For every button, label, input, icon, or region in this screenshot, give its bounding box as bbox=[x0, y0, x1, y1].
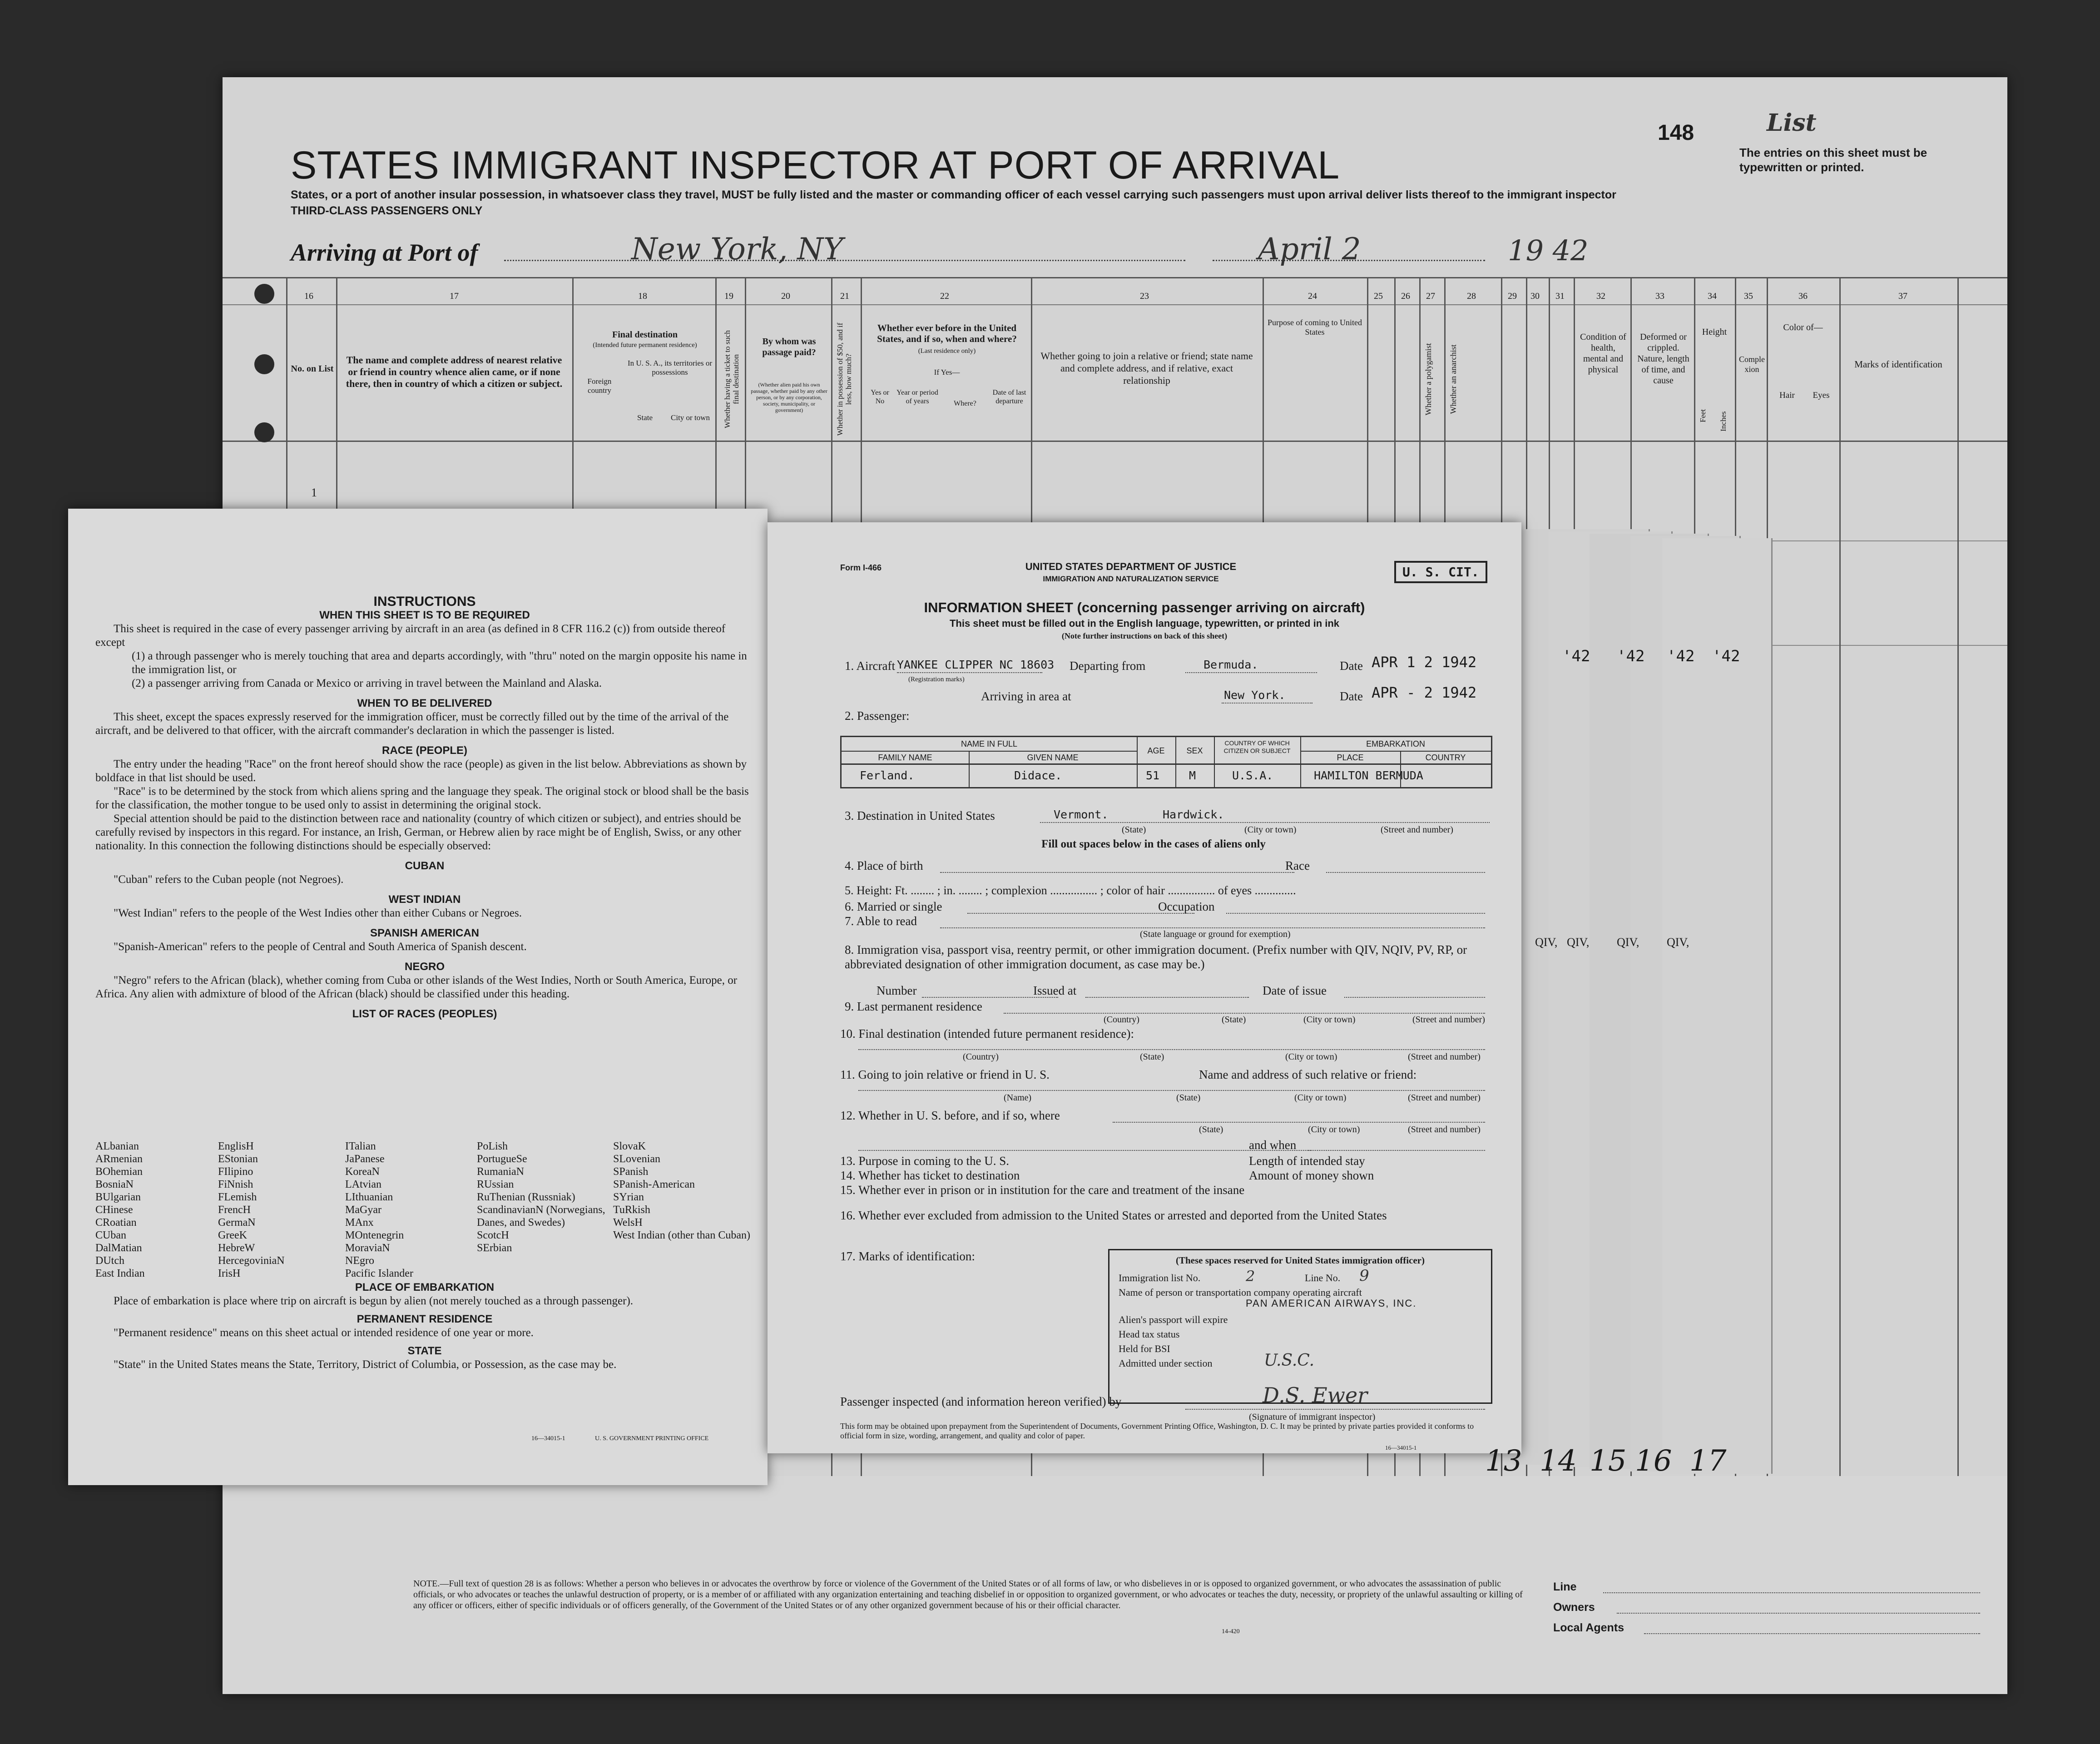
city-note: (City or town) bbox=[1308, 1125, 1360, 1135]
col-num: 37 bbox=[1898, 291, 1907, 301]
footer-note: This form may be obtained upon prepayment from the Superintendent of Documents, Government Printing Office, Washington, D. C. It may be printed by private parties provided it conforms to official form in size, wording, arrangement, and quality and color of paper. bbox=[840, 1422, 1474, 1440]
col-label: Whether in possession of $50, and if less, how much? bbox=[836, 322, 853, 436]
arriving-port: New York, NY bbox=[631, 232, 843, 267]
sheet-tab-number: 15 bbox=[1590, 1444, 1627, 1478]
col-num: 34 bbox=[1708, 291, 1717, 301]
punch-hole bbox=[254, 284, 274, 304]
city-note: (City or town) bbox=[1303, 1015, 1356, 1025]
passenger-family-name: Ferland. bbox=[860, 769, 915, 782]
street-note: (Street and number) bbox=[1408, 1052, 1481, 1062]
admitted-label: Admitted under section bbox=[1119, 1358, 1213, 1369]
q14-label: 14. Whether has ticket to destination bbox=[840, 1169, 1020, 1182]
inspector-signature: D.S. Ewer bbox=[1263, 1383, 1368, 1407]
sheet-tab-number: 17 bbox=[1689, 1444, 1727, 1478]
departing-label: Departing from bbox=[1070, 659, 1146, 673]
officer-reserved-box bbox=[1108, 1249, 1492, 1404]
race-list-column: SlovaK SLovenian SPanish SPanish-American SYrian TuRkish WelsH West Indian (other than Cuban) bbox=[613, 1140, 750, 1241]
reserved-title: (These spaces reserved for United States immigration officer) bbox=[1175, 1255, 1425, 1266]
state-note: (State) bbox=[1199, 1125, 1223, 1135]
col-sublabel: If Yes— bbox=[934, 368, 960, 377]
section-text: "Race" is to be determined by the stock from which aliens spring and the language they speak. The original stock or blood shall be the basis for the classification, the mother tongue to be used only to assist in determining the original stock. bbox=[95, 785, 749, 811]
section-text: This sheet, except the spaces expressly reserved for the immigration officer, must be correctly filled out by the time of the arrival of the aircraft, and be delivered to that officer, with the aircraft commander's declaration in which the passenger is listed. bbox=[95, 711, 729, 737]
date-label: Date bbox=[1340, 689, 1363, 703]
col-label: Height bbox=[1702, 327, 1727, 337]
instructions-sheet bbox=[68, 509, 768, 1485]
signature-note: (Signature of immigrant inspector) bbox=[1249, 1412, 1376, 1422]
sheet-tab-number: 16 bbox=[1635, 1444, 1672, 1478]
col-num: 26 bbox=[1401, 291, 1410, 301]
section-text: "Negro" refers to the African (black), whether coming from Cuba or other islands of the West Indies, North or South America, Europe, or Africa. Any alien with admixture of blood of the African (black) should be classified under this heading. bbox=[95, 974, 738, 1000]
th-citizen: COUNTRY OF WHICH CITIZEN OR SUBJECT bbox=[1223, 739, 1291, 754]
when-label: and when bbox=[1249, 1138, 1297, 1152]
col-num: 36 bbox=[1798, 291, 1808, 301]
passenger-embarkation: HAMILTON BERMUDA bbox=[1314, 769, 1423, 782]
col-label: Complexion bbox=[1739, 355, 1765, 374]
country-note: (Country) bbox=[1104, 1015, 1139, 1025]
col-label: Whether ever before in the United States, and if so, when and where? bbox=[877, 322, 1017, 344]
stacked-date: '42 bbox=[1617, 647, 1645, 665]
col-num: 17 bbox=[450, 291, 459, 301]
col-label: The name and complete address of nearest relative or friend in country whence alien came, or if none there, then in country of which a citizen or subject. bbox=[346, 354, 563, 389]
section-text: (1) a through passenger who is merely touching that area and departs accordingly, with "thru" noted on the margin opposite his name in the immigration list, or bbox=[132, 650, 747, 676]
arriving-label: Arriving at Port of bbox=[291, 239, 478, 266]
section-text: "Permanent residence" means on this sheet actual or intended residence of one year or more. bbox=[114, 1327, 534, 1339]
col-num: 30 bbox=[1530, 291, 1540, 301]
col-sublabel: (Last residence only) bbox=[918, 347, 976, 355]
col-num: 19 bbox=[724, 291, 733, 301]
passenger-sex: M bbox=[1189, 769, 1196, 782]
col-sublabel: City or town bbox=[671, 413, 710, 422]
col-sublabel: (Whether alien paid his own passage, whether paid by any other person, or by any corporation, society, municipality, or government) bbox=[751, 382, 827, 413]
th-given-name: GIVEN NAME bbox=[1027, 753, 1079, 762]
passenger-table bbox=[840, 736, 1492, 788]
manifest-subtitle: States, or a port of another insular possession, in whatsoever class they travel, MUST be fully listed and the master or commanding officer of each vessel carrying such passengers must upon arrival deliver lists thereof to the immigrant inspector bbox=[291, 188, 1616, 201]
bsi-label: Held for BSI bbox=[1119, 1343, 1170, 1354]
q12-label: 12. Whether in U. S. before, and if so, where bbox=[840, 1109, 1060, 1122]
col-label: Whether an anarchist bbox=[1449, 344, 1458, 414]
q6-label: 6. Married or single bbox=[845, 900, 942, 913]
question-28-note: NOTE.—Full text of question 28 is as follows: Whether a person who believes in or advocates the overthrow by force or violence of the Government of the United States or of all forms of law, or who disbelieves in or is opposed to organized government, or who advocates the assassination of public officials, or who advocates or teaches the unlawful destruction of property, or is a member of or affiliated with any organization entertaining and teaching disbelief in or opposition to organized government, or who advocates or teaches the duty, necessity, or propriety of the unlawful assaulting or killing of any officer or officers, either of specific individuals or of officers generally, of the Government of the United States or of any other organized government because of his or their official character. bbox=[413, 1579, 1523, 1610]
col-sublabel: State bbox=[637, 413, 653, 422]
q3-label: 3. Destination in United States bbox=[845, 809, 995, 822]
number-label: Number bbox=[877, 984, 917, 997]
state-note: (State) bbox=[1222, 1015, 1246, 1025]
occupation-label: Occupation bbox=[1158, 900, 1215, 913]
col-sublabel: (Intended future permanent residence) bbox=[593, 342, 697, 349]
section-text: The entry under the heading "Race" on the front hereof should show the race (people) as given in the list below. Abbreviations as shown by boldface in that list should be used. bbox=[95, 758, 747, 784]
street-note: (Street and number) bbox=[1408, 1125, 1481, 1135]
list-no-label: Immigration list No. bbox=[1119, 1272, 1201, 1283]
col-num: 18 bbox=[638, 291, 647, 301]
race-label: Race bbox=[1285, 859, 1310, 872]
footer-code: 16—34015-1 bbox=[1385, 1444, 1417, 1451]
th-age: AGE bbox=[1147, 746, 1165, 755]
q13-label: 13. Purpose in coming to the U. S. bbox=[840, 1154, 1009, 1168]
col-sublabel: Year or period of years bbox=[896, 389, 938, 405]
q15-label: 15. Whether ever in prison or in institution for the care and treatment of the insane bbox=[840, 1183, 1245, 1197]
depart-date: APR 1 2 1942 bbox=[1372, 654, 1477, 671]
state-note: (State) bbox=[1140, 1052, 1164, 1062]
q7-note: (State language or ground for exemption) bbox=[1140, 929, 1291, 939]
col-label: By whom was passage paid? bbox=[762, 337, 816, 357]
city-note: (City or town) bbox=[1294, 1093, 1347, 1103]
form-code: 14-420 bbox=[1222, 1628, 1240, 1635]
table-rule bbox=[223, 441, 2007, 442]
col-num: 29 bbox=[1508, 291, 1517, 301]
table-rule bbox=[223, 277, 2007, 278]
section-heading: WHEN THIS SHEET IS TO BE REQUIRED bbox=[319, 609, 530, 621]
money-label: Amount of money shown bbox=[1249, 1169, 1374, 1182]
inspected-label: Passenger inspected (and information hereon verified) by bbox=[840, 1395, 1122, 1408]
passenger-age: 51 bbox=[1146, 769, 1160, 782]
th-embarkation: EMBARKATION bbox=[1366, 739, 1425, 748]
list-label: List bbox=[1767, 109, 1817, 137]
section-text: "State" in the United States means the State, Territory, District of Columbia, or Possession, as the case may be. bbox=[114, 1358, 617, 1371]
section-heading: PLACE OF EMBARKATION bbox=[355, 1281, 495, 1293]
q16-label: 16. Whether ever excluded from admission to the United States or arrested and deported from the United States bbox=[840, 1209, 1387, 1222]
col-sublabel: Yes or No bbox=[871, 389, 889, 405]
section-heading: SPANISH AMERICAN bbox=[370, 927, 479, 939]
col-sublabel: Hair bbox=[1779, 391, 1795, 400]
carrier-value: PAN AMERICAN AIRWAYS, INC. bbox=[1246, 1298, 1417, 1309]
information-sheet bbox=[768, 522, 1521, 1453]
col-label: Final destination bbox=[612, 330, 678, 340]
service: IMMIGRATION AND NATURALIZATION SERVICE bbox=[1043, 575, 1219, 583]
section-heading: STATE bbox=[407, 1345, 442, 1357]
punch-hole bbox=[254, 422, 274, 442]
col-label: Purpose of coming to United States bbox=[1268, 318, 1362, 337]
dest-city: Hardwick. bbox=[1163, 808, 1224, 821]
stacked-date: '42 bbox=[1667, 647, 1695, 665]
section-heading: LIST OF RACES (PEOPLES) bbox=[352, 1008, 497, 1020]
col-num: 31 bbox=[1555, 291, 1565, 301]
th-name-in-full: NAME IN FULL bbox=[961, 739, 1018, 748]
section-heading: NEGRO bbox=[404, 961, 445, 973]
q8-label: 8. Immigration visa, passport visa, reentry permit, or other immigration document. (Prefix number with QIV, NQIV, PV, RP, or abbreviated designation of other immigration document, as case may be.) bbox=[845, 943, 1467, 971]
print-code: 16—34015-1 bbox=[531, 1435, 565, 1442]
name-note: (Name) bbox=[1004, 1093, 1032, 1103]
section-heading: WHEN TO BE DELIVERED bbox=[357, 697, 492, 709]
arriving-value: New York. bbox=[1224, 689, 1286, 702]
q17-label: 17. Marks of identification: bbox=[840, 1249, 975, 1263]
country-note: (Country) bbox=[963, 1052, 999, 1062]
list-no-value: 2 bbox=[1246, 1268, 1255, 1285]
line-no-label: Line No. bbox=[1305, 1272, 1341, 1283]
line-no-value: 9 bbox=[1359, 1267, 1369, 1285]
passenger-citizen: U.S.A. bbox=[1232, 769, 1273, 782]
col-label: Deformed or crippled. Nature, length of time, and cause bbox=[1637, 332, 1689, 386]
q5-label: 5. Height: Ft. ........ ; in. ........ ; complexion ................ ; color of hair ................ of eyes .............. bbox=[845, 884, 1296, 897]
stacked-sheet bbox=[1662, 538, 1773, 1474]
page-number: 148 bbox=[1658, 121, 1694, 145]
printer: U. S. GOVERNMENT PRINTING OFFICE bbox=[595, 1435, 709, 1442]
department: UNITED STATES DEPARTMENT OF JUSTICE bbox=[1025, 561, 1237, 572]
arriving-port-line bbox=[504, 260, 1185, 261]
col-num: 22 bbox=[940, 291, 949, 301]
stacked-visa: QIV, bbox=[1667, 936, 1689, 949]
stacked-visa: QIV, bbox=[1617, 936, 1639, 949]
th-family-name: FAMILY NAME bbox=[878, 753, 932, 762]
col-label: No. on List bbox=[291, 364, 334, 374]
col-sublabel: Where? bbox=[954, 400, 976, 407]
street-note: (Street and number) bbox=[1381, 825, 1453, 835]
q4-label: 4. Place of birth bbox=[845, 859, 923, 872]
stacked-date: '42 bbox=[1562, 647, 1590, 665]
col-label: Whether a polygamist bbox=[1424, 343, 1433, 416]
section-text: Special attention should be paid to the distinction between race and nationality (country of which citizen or subject), and entries should be carefully revised by inspectors in this regard. For instance, an Irish, German, or Hebrew alien by race might be of English, Swiss, or any other nationality. In this connection the following distinctions should be especially observed: bbox=[95, 813, 741, 852]
col-num: 16 bbox=[304, 291, 313, 301]
street-note: (Street and number) bbox=[1412, 1015, 1485, 1025]
col-num: 33 bbox=[1655, 291, 1664, 301]
form-number: Form I-466 bbox=[840, 563, 882, 572]
section-text: "Spanish-American" refers to the people of Central and South America of Spanish descent. bbox=[114, 941, 527, 953]
col-num: 32 bbox=[1596, 291, 1605, 301]
stay-label: Length of intended stay bbox=[1249, 1154, 1365, 1168]
sheet-title: INFORMATION SHEET (concerning passenger arriving on aircraft) bbox=[924, 600, 1365, 615]
arriving-year: 19 42 bbox=[1508, 234, 1589, 267]
alien-header: Fill out spaces below in the cases of aliens only bbox=[1041, 838, 1266, 850]
q10-label: 10. Final destination (intended future permanent residence): bbox=[840, 1027, 1134, 1040]
issued-label: Issued at bbox=[1033, 984, 1077, 997]
carrier-label: Name of person or transportation company operating aircraft bbox=[1119, 1287, 1362, 1298]
col-label: Whether going to join a relative or friend; state name and complete address, and if relative, exact relationship bbox=[1040, 350, 1253, 386]
arrive-date: APR - 2 1942 bbox=[1372, 684, 1477, 701]
sheet-subtitle: This sheet must be filled out in the English language, typewritten, or printed in ink bbox=[949, 618, 1340, 629]
race-list-column: ALbanian ARmenian BOhemian BosniaN BUlgarian CHinese CRoatian CUban DalMatian DUtch East Indian bbox=[95, 1140, 145, 1279]
q11-name-label: Name and address of such relative or friend: bbox=[1199, 1068, 1417, 1081]
section-heading: CUBAN bbox=[405, 860, 445, 872]
col-sublabel: Eyes bbox=[1813, 391, 1830, 400]
section-text: This sheet is required in the case of every passenger arriving by aircraft in an area (as defined in 8 CFR 116.2 (c)) from outside thereof except bbox=[95, 623, 726, 649]
departing-value: Bermuda. bbox=[1204, 658, 1258, 671]
city-note: (City or town) bbox=[1285, 1052, 1337, 1062]
table-rule bbox=[223, 304, 2007, 305]
date-label: Date bbox=[1340, 659, 1363, 673]
section-heading: WEST INDIAN bbox=[388, 893, 461, 906]
col-sublabel: Date of last departure bbox=[992, 389, 1026, 405]
stacked-date: '42 bbox=[1712, 647, 1740, 665]
col-label: Color of— bbox=[1783, 322, 1823, 332]
col-sublabel: Feet bbox=[1699, 409, 1707, 422]
q9-label: 9. Last permanent residence bbox=[845, 1000, 982, 1013]
city-note: (City or town) bbox=[1244, 825, 1297, 835]
passenger-given-name: Didace. bbox=[1014, 769, 1062, 782]
state-note: (State) bbox=[1176, 1093, 1201, 1103]
col-label: Marks of identification bbox=[1854, 359, 1942, 370]
entries-note: The entries on this sheet must be typewritten or printed. bbox=[1739, 146, 1927, 174]
col-num: 24 bbox=[1308, 291, 1317, 301]
col-num: 20 bbox=[781, 291, 790, 301]
headtax-label: Head tax status bbox=[1119, 1328, 1180, 1340]
punch-hole bbox=[254, 354, 274, 374]
registration-note: (Registration marks) bbox=[908, 676, 965, 683]
section-text: (2) a passenger arriving from Canada or Mexico or arriving in travel between the Mainland and Alaska. bbox=[132, 677, 602, 689]
col-num: 21 bbox=[840, 291, 849, 301]
th-sex: SEX bbox=[1186, 746, 1203, 755]
th-country: COUNTRY bbox=[1425, 753, 1466, 762]
sheet-tab-number: 13 bbox=[1485, 1444, 1522, 1478]
q7-label: 7. Able to read bbox=[845, 914, 917, 928]
col-num: 25 bbox=[1374, 291, 1383, 301]
q11-label: 11. Going to join relative or friend in U. S. bbox=[840, 1068, 1050, 1081]
instructions-title: INSTRUCTIONS bbox=[373, 594, 476, 609]
line-label: Line bbox=[1553, 1580, 1577, 1593]
manifest-title: STATES IMMIGRANT INSPECTOR AT PORT OF ARRIVAL bbox=[291, 144, 1340, 187]
section-text: "West Indian" refers to the people of the West Indies other than either Cubans or Negroes. bbox=[114, 907, 522, 919]
agents-label: Local Agents bbox=[1553, 1621, 1625, 1634]
col-sublabel: Inches bbox=[1719, 411, 1728, 431]
col-label: Condition of health, mental and physical bbox=[1580, 332, 1626, 375]
street-note: (Street and number) bbox=[1408, 1093, 1481, 1103]
row-number: 1 bbox=[311, 486, 317, 499]
section-heading: RACE (PEOPLE) bbox=[381, 744, 467, 757]
arriving-label: Arriving in area at bbox=[981, 689, 1071, 703]
aircraft-value: YANKEE CLIPPER NC 18603 bbox=[897, 658, 1055, 671]
passport-label: Alien's passport will expire bbox=[1119, 1314, 1228, 1325]
arriving-date: April 2 bbox=[1258, 232, 1361, 267]
race-list-column: EnglisH EStonian FIlipino FiNnish FLemish FrencH GermaN GreeK HebreW HercegoviniaN IrisH bbox=[218, 1140, 285, 1279]
col-num: 35 bbox=[1744, 291, 1753, 301]
section-text: "Cuban" refers to the Cuban people (not Negroes). bbox=[114, 873, 344, 886]
col-num: 27 bbox=[1426, 291, 1435, 301]
th-place: PLACE bbox=[1337, 753, 1364, 762]
q1-label: 1. Aircraft bbox=[845, 659, 895, 673]
owners-label: Owners bbox=[1553, 1601, 1595, 1614]
col-sublabel: Foreign country bbox=[587, 377, 612, 395]
section-text: Place of embarkation is place where trip on aircraft is begun by alien (not merely touched as a through passenger). bbox=[114, 1295, 634, 1307]
state-note: (State) bbox=[1122, 825, 1146, 835]
col-sublabel: In U. S. A., its territories or possessions bbox=[627, 359, 713, 377]
admitted-value: U.S.C. bbox=[1264, 1351, 1315, 1370]
stacked-visa: QIV, bbox=[1535, 936, 1558, 949]
col-label: Whether having a ticket to such final destination bbox=[723, 330, 740, 428]
race-list-column: PoLish PortugueSe RumaniaN RUssian RuThenian (Russniak) ScandinavianN (Norwegians, Danes, and Swedes) ScotcH SErbian bbox=[477, 1140, 605, 1254]
sheet-note: (Note further instructions on back of this sheet) bbox=[1061, 631, 1228, 640]
stacked-visa: QIV, bbox=[1567, 936, 1590, 949]
col-num: 28 bbox=[1467, 291, 1476, 301]
class-line: THIRD-CLASS PASSENGERS ONLY bbox=[291, 204, 483, 217]
dest-state: Vermont. bbox=[1054, 808, 1109, 821]
issue-date-label: Date of issue bbox=[1263, 984, 1327, 997]
col-num: 23 bbox=[1140, 291, 1149, 301]
section-heading: PERMANENT RESIDENCE bbox=[357, 1313, 493, 1325]
citizen-stamp: U. S. CIT. bbox=[1394, 561, 1487, 583]
q2-label: 2. Passenger: bbox=[845, 709, 910, 723]
race-list-column: ITalian JaPanese KoreaN LAtvian LIthuanian MaGyar MAnx MOntenegrin MoraviaN NEgro Pacific Islander bbox=[345, 1140, 413, 1279]
sheet-tab-number: 14 bbox=[1540, 1444, 1577, 1478]
